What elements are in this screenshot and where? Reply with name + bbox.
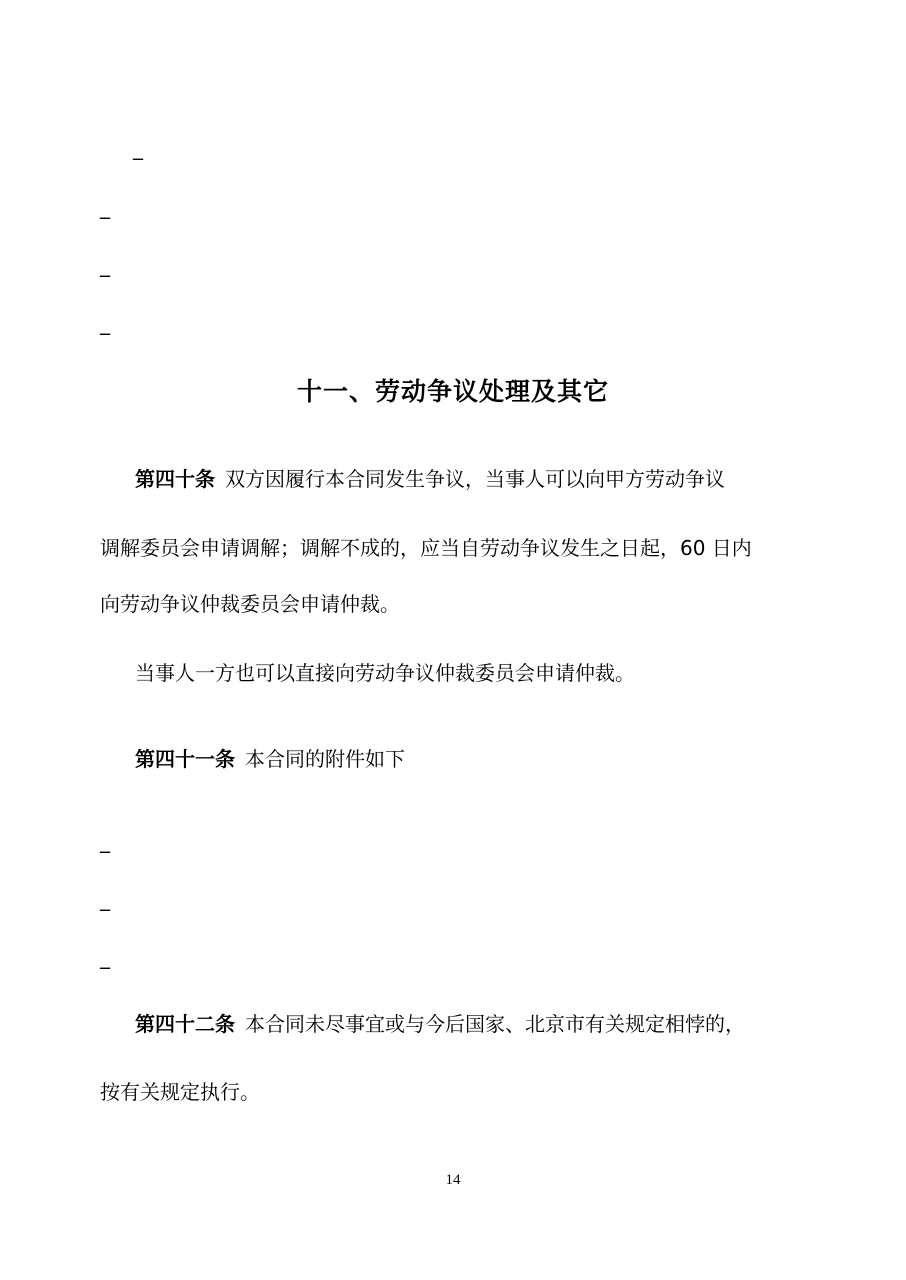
blank-line: _ <box>100 945 110 969</box>
article-42-first-line <box>135 1009 845 1039</box>
blank-line: _ <box>100 887 110 911</box>
blank-line: _ <box>100 311 110 335</box>
page-number: 14 <box>445 1172 461 1188</box>
article-42-number: 第四十二条 <box>135 1012 235 1036</box>
article-40-line-2: 调解委员会申请调解；调解不成的，应当自劳动争议发生之日起，60 日内 <box>100 536 752 560</box>
blank-line: _ <box>100 829 110 853</box>
section-title: 十一、劳动争议处理及其它 <box>296 377 609 406</box>
blank-line: _ <box>100 253 110 277</box>
article-40-paragraph-2: 当事人一方也可以直接向劳动争议仲裁委员会申请仲裁。 <box>135 661 635 685</box>
article-41-text: 本合同的附件如下 <box>245 747 405 771</box>
article-40-number: 第四十条 <box>135 467 215 491</box>
article-40-line-3: 向劳动争议仲裁委员会申请仲裁。 <box>100 592 400 616</box>
blank-line: _ <box>133 136 143 160</box>
article-41-number: 第四十一条 <box>135 747 235 771</box>
article-41 <box>135 744 845 774</box>
article-42-line-2: 按有关规定执行。 <box>100 1080 260 1104</box>
blank-line: _ <box>100 195 110 219</box>
article-40-text: 双方因履行本合同发生争议，当事人可以向甲方劳动争议 <box>225 467 725 491</box>
article-42-text: 本合同未尽事宜或与今后国家、北京市有关规定相悖的， <box>245 1012 745 1036</box>
article-40-first-line <box>135 464 845 494</box>
